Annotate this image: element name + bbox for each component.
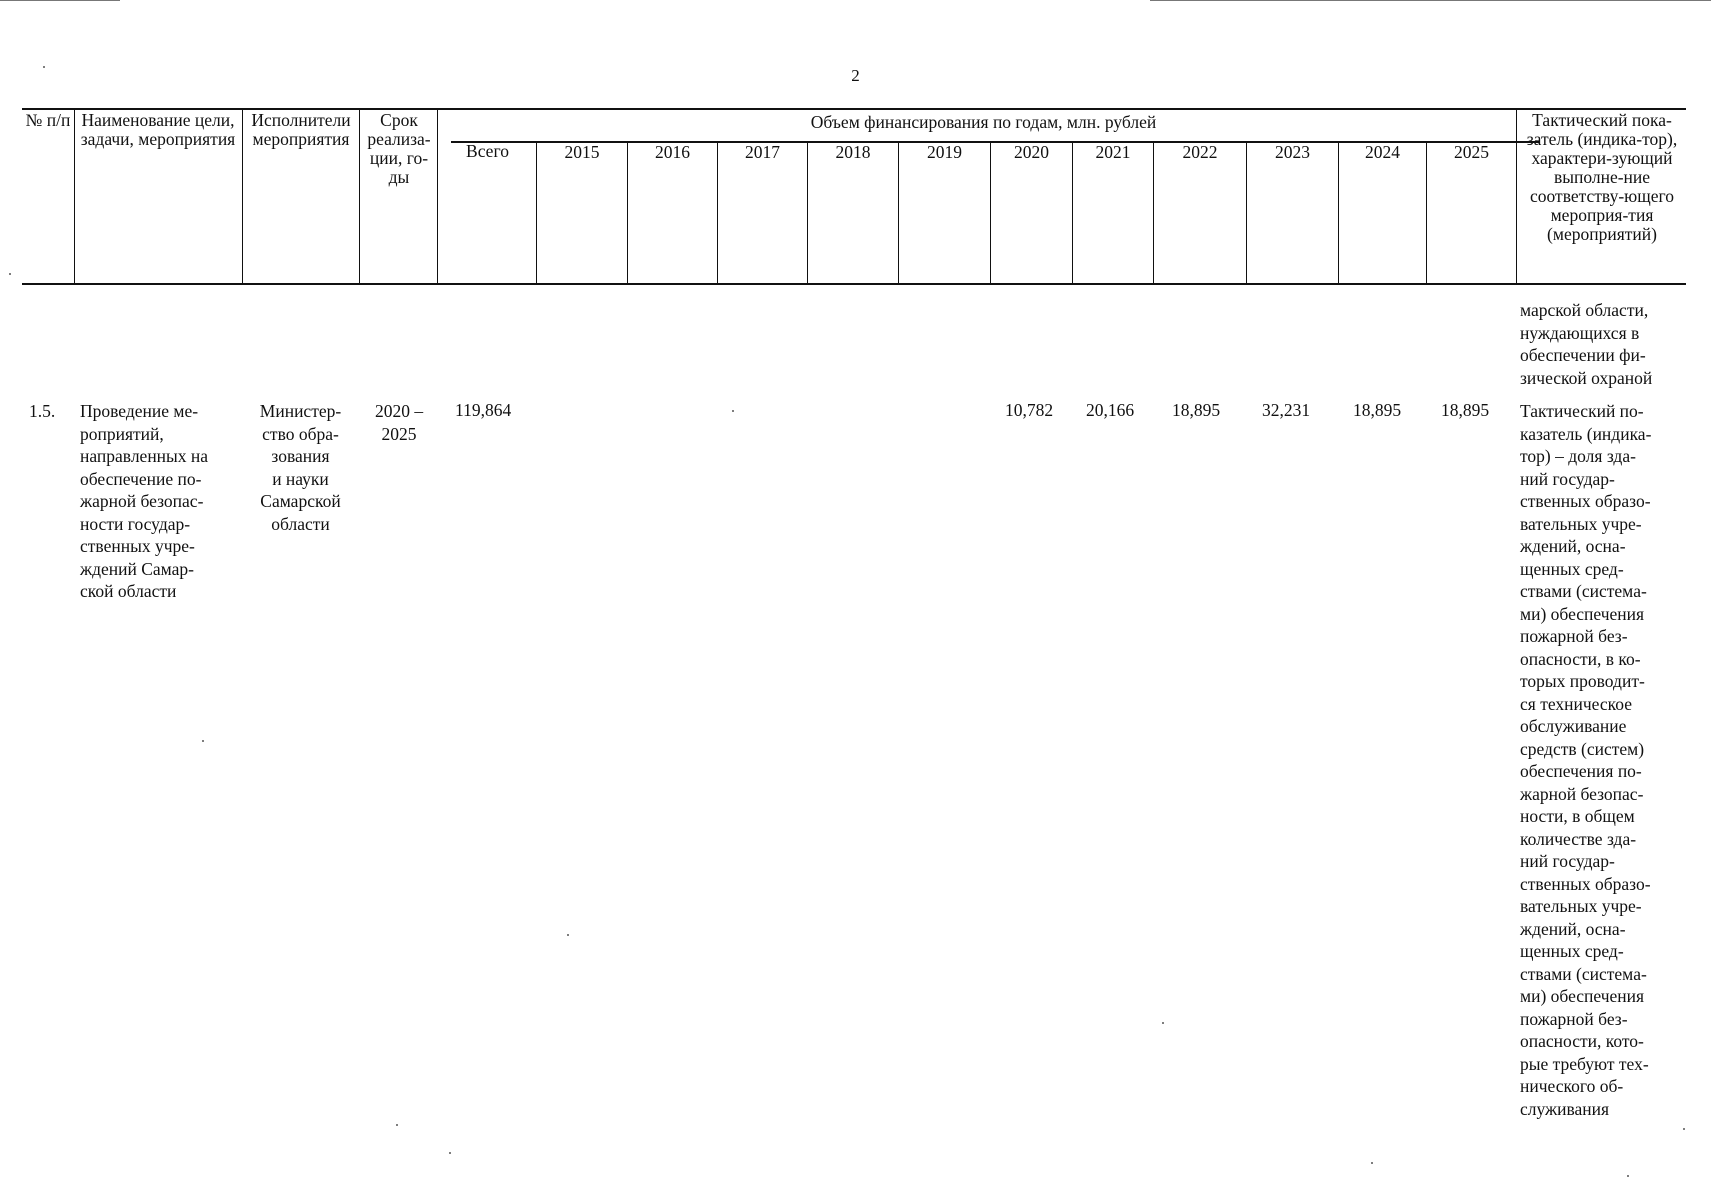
header-year: 2018	[835, 142, 871, 162]
page-top-edge	[1150, 0, 1711, 1]
header-year: 2016	[655, 142, 690, 162]
text-line: торых проводит-	[1520, 671, 1645, 691]
header-term: Срок реализа-ции, го-ды	[367, 110, 431, 187]
text-line: обеспечение по-	[80, 468, 202, 489]
text-line: ми) обеспечения	[1520, 603, 1645, 624]
text-line: опасности, в ко-	[1520, 648, 1641, 669]
text-line: направленных на	[80, 446, 209, 466]
text-line: обеспечения по-	[1520, 761, 1642, 781]
scan-speck	[732, 410, 734, 412]
header-year: 2020	[1014, 142, 1049, 162]
scan-speck	[202, 740, 204, 742]
text-line: жарной безопас-	[80, 491, 204, 511]
indicator-continuation	[1520, 299, 1688, 389]
scan-speck	[1371, 1162, 1373, 1164]
text-line: ний государ-	[1520, 851, 1615, 871]
header-funding-group: Объем финансирования по годам, млн. рублей	[810, 112, 1157, 132]
column-divider	[74, 108, 75, 284]
text-line: количестве зда-	[1520, 828, 1637, 849]
text-line: щенных сред-	[1520, 558, 1624, 579]
header-year: 2021	[1095, 142, 1131, 162]
text-line: нуждающихся в	[1520, 322, 1640, 343]
text-line: обслуживание	[1520, 716, 1627, 736]
scan-speck	[1162, 1022, 1164, 1024]
text-line: ственных образо-	[1520, 491, 1651, 511]
row-value-2024: 18,895	[1353, 400, 1402, 420]
scan-speck	[449, 1152, 451, 1154]
header-year: 2019	[927, 142, 962, 162]
text-line: 2025	[381, 423, 417, 444]
text-line: ствами (системa-	[1520, 581, 1647, 601]
scan-speck	[396, 1124, 398, 1126]
text-line: области	[271, 513, 330, 534]
header-bottom-border	[22, 283, 1686, 285]
text-line: средств (систем)	[1520, 738, 1645, 759]
text-line: Самарской	[260, 491, 341, 511]
text-line: служивания	[1520, 1098, 1610, 1119]
text-line: пожарной без-	[1520, 626, 1628, 646]
row-total: 119,864	[455, 400, 512, 420]
text-line: обеспечении фи-	[1520, 345, 1646, 365]
text-line: нического об-	[1520, 1076, 1624, 1096]
row-value-2023: 32,231	[1262, 400, 1311, 420]
header-executors: Исполнители мероприятия	[251, 110, 351, 149]
row-indicator	[1520, 400, 1677, 1120]
text-line: ство обра-	[262, 423, 339, 444]
scan-speck	[567, 934, 569, 936]
header-year: 2024	[1365, 142, 1400, 162]
header-year: 2022	[1182, 142, 1218, 162]
text-line: казатель (индика-	[1520, 423, 1652, 444]
text-line: жарной безопас-	[1520, 783, 1644, 804]
text-line: ся техническое	[1520, 693, 1632, 714]
scan-speck	[1627, 1175, 1629, 1177]
row-name	[80, 400, 241, 603]
row-executor	[247, 400, 354, 535]
text-line: ний государ-	[1520, 468, 1615, 489]
table-header	[22, 108, 1686, 285]
text-line: вательных учре-	[1520, 896, 1642, 916]
text-line: Тактический по-	[1520, 401, 1644, 421]
header-year: 2015	[564, 142, 600, 162]
header-name: Наименование цели, задачи, мероприятия	[80, 110, 236, 149]
text-line: ждений, осна-	[1520, 918, 1626, 939]
text-line: рые требуют тех-	[1520, 1053, 1649, 1074]
row-number: 1.5.	[29, 401, 56, 421]
text-line: ждений Самар-	[80, 558, 194, 579]
header-total: Всего	[466, 141, 509, 161]
text-line: 2020 –	[374, 401, 424, 421]
text-line: пожарной без-	[1520, 1008, 1628, 1029]
scan-speck	[9, 273, 11, 275]
row-value-2021: 20,166	[1086, 400, 1135, 420]
page-top-edge	[0, 0, 120, 1]
text-line: марской области,	[1520, 300, 1649, 320]
text-line: и науки	[272, 468, 329, 489]
text-line: Проведение ме-	[80, 401, 199, 421]
text-line: ственных учре-	[80, 536, 195, 556]
text-line: тор) – доля зда-	[1520, 446, 1636, 466]
text-line: роприятий,	[80, 423, 164, 444]
scan-speck	[1683, 1128, 1685, 1130]
header-indicator: Тактический пока-затель (индика-тор), характери-зующий выполне-ние соответству-ющего мероприя-тия (мероприятий)	[1526, 110, 1678, 244]
text-line: ской области	[80, 581, 177, 601]
row-value-2022: 18,895	[1172, 400, 1221, 420]
text-line: зической охраной	[1520, 367, 1653, 388]
text-line: ствами (системa-	[1520, 963, 1647, 984]
row-value-2020: 10,782	[1005, 400, 1054, 420]
text-line: щенных сред-	[1520, 941, 1624, 961]
header-year: 2025	[1454, 142, 1489, 162]
row-term	[362, 400, 436, 445]
text-line: Министер-	[259, 401, 342, 421]
header-year: 2017	[745, 142, 780, 162]
text-line: ности государ-	[80, 513, 191, 534]
text-line: ждений, осна-	[1520, 536, 1626, 556]
text-line: ности, в общем	[1520, 806, 1635, 826]
header-year: 2023	[1275, 142, 1310, 162]
text-line: ственных образо-	[1520, 873, 1651, 894]
text-line: вательных учре-	[1520, 513, 1642, 534]
column-divider	[437, 108, 438, 284]
text-line: зования	[271, 446, 330, 466]
text-line: ми) обеспечения	[1520, 986, 1645, 1006]
header-number: № п/п	[25, 110, 71, 130]
page-number: 2	[851, 66, 860, 85]
text-line: опасности, кото-	[1520, 1031, 1644, 1051]
column-divider	[359, 108, 360, 284]
row-value-2025: 18,895	[1441, 400, 1490, 420]
scan-speck	[43, 66, 45, 68]
